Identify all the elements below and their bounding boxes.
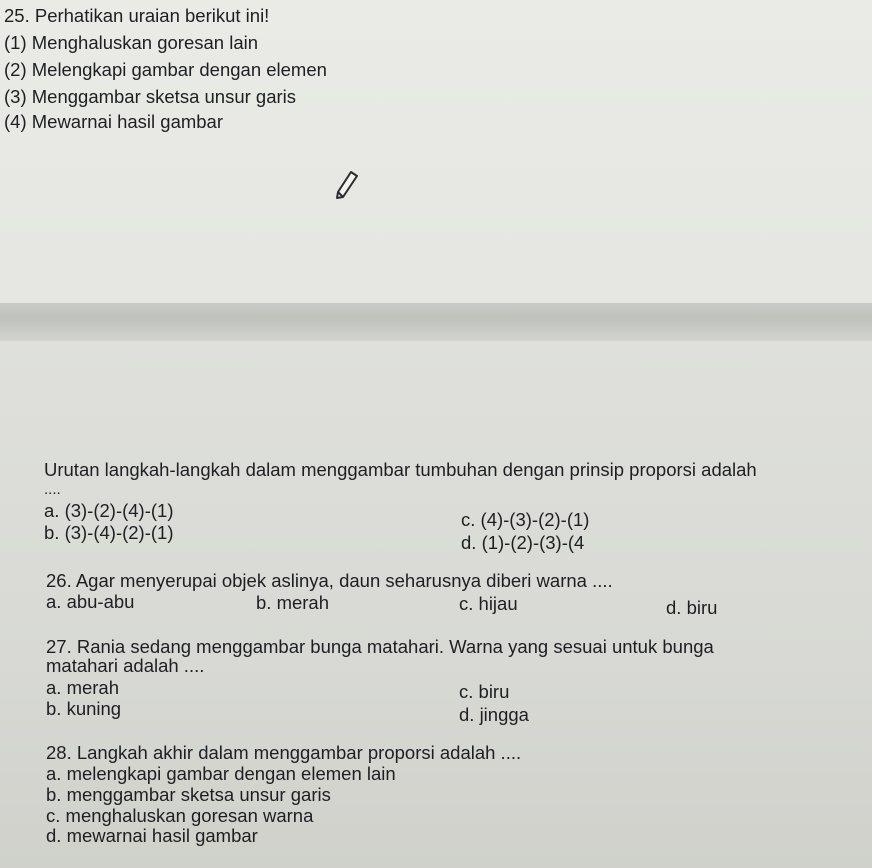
q27-question-line2: matahari adalah .... [46,655,205,676]
q25-question-line1: Urutan langkah-langkah dalam menggambar tumbuhan dengan prinsip proporsi adalah [44,459,757,480]
q25-step-3: (3) Menggambar sketsa unsur garis [4,86,297,107]
q25-step-4: (4) Mewarnai hasil gambar [4,111,224,132]
q25-option-d[interactable]: d. (1)-(2)-(3)-(4 [461,532,585,553]
q25-heading: 25. Perhatikan uraian berikut ini! [4,5,270,26]
q28-option-a[interactable]: a. melengkapi gambar dengan elemen lain [46,763,396,784]
q28-option-c[interactable]: c. menghaluskan goresan warna [46,805,314,826]
q27-option-d[interactable]: d. jingga [459,704,529,725]
q26-question: 26. Agar menyerupai objek aslinya, daun seharusnya diberi warna .... [46,570,613,591]
q25-question-line2: .... [44,481,61,498]
q28-option-d[interactable]: d. mewarnai hasil gambar [46,825,258,846]
page-fold [0,303,872,341]
q25-option-c[interactable]: c. (4)-(3)-(2)-(1) [461,509,590,530]
q28-option-b[interactable]: b. menggambar sketsa unsur garis [46,784,331,805]
q27-option-a[interactable]: a. merah [46,677,120,698]
q25-option-b[interactable]: b. (3)-(4)-(2)-(1) [44,522,174,543]
q25-step-1: (1) Menghaluskan goresan lain [4,32,259,53]
q26-option-d[interactable]: d. biru [666,597,718,618]
q26-option-b[interactable]: b. merah [256,592,330,613]
q28-question: 28. Langkah akhir dalam menggambar proporsi adalah .... [46,742,522,763]
q25-step-2: (2) Melengkapi gambar dengan elemen [4,59,327,80]
pencil-icon [335,170,359,200]
q27-option-b[interactable]: b. kuning [46,698,122,719]
q27-question-line1: 27. Rania sedang menggambar bunga matahari. Warna yang sesuai untuk bunga [46,636,714,657]
q27-option-c[interactable]: c. biru [459,681,510,702]
q25-option-a[interactable]: a. (3)-(2)-(4)-(1) [44,500,174,521]
q26-option-a[interactable]: a. abu-abu [46,591,135,612]
q26-option-c[interactable]: c. hijau [459,593,518,614]
